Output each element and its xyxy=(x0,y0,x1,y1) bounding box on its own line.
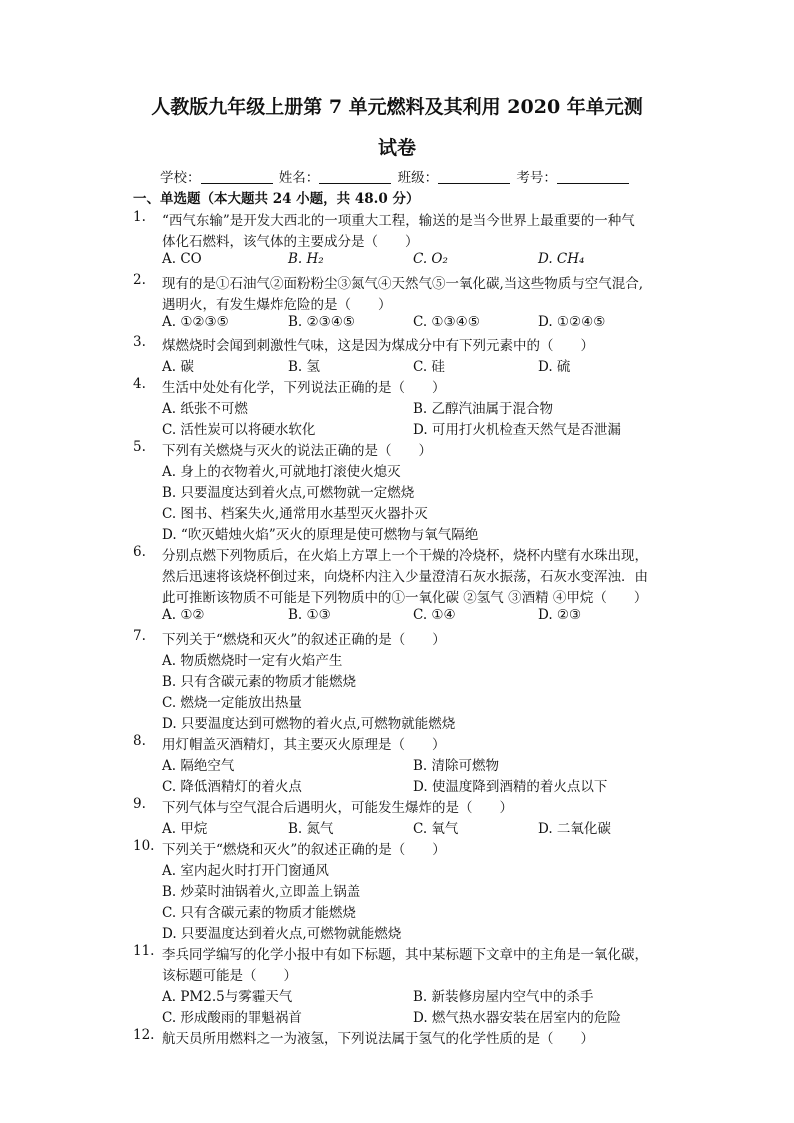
question-number: 10. xyxy=(133,838,155,854)
section-heading: 一、单选题（本大题共 24 小题，共 48.0 分） xyxy=(133,191,420,207)
question-number: 3. xyxy=(133,334,146,350)
option-a: A. 身上的衣物着火,可就地打滚使火熄灭 xyxy=(162,464,401,480)
option-a: A. PM2.5与雾霾天气 xyxy=(162,989,293,1005)
school-blank xyxy=(201,170,273,184)
option-a: A. 室内起火时打开门窗通风 xyxy=(162,863,329,879)
question-text: 该标题可能是（ ） xyxy=(162,968,297,984)
exam-number-label: 考号： xyxy=(516,170,557,186)
name-label: 姓名： xyxy=(278,170,320,186)
option-b: B. 乙醇汽油属于混合物 xyxy=(413,401,554,417)
question-text: 遇明火，有发生爆炸危险的是（ ） xyxy=(162,297,392,313)
question-number: 4. xyxy=(133,376,146,392)
option-b: B. 炒菜时油锅着火,立即盖上锅盖 xyxy=(162,884,361,900)
exam-title-line1: 人教版九年级上册第 7 单元燃料及其利用 2020 年单元测 xyxy=(151,96,643,118)
school-label: 学校： xyxy=(160,170,201,186)
class-label: 班级： xyxy=(397,170,439,186)
question-text: 下列关于“燃烧和灭火”的叙述正确的是（ ） xyxy=(162,842,446,858)
question-text: 此可推断该物质不可能是下列物质中的①一氧化碳 ②氢气 ③酒精 ④甲烷（ ） xyxy=(162,590,648,606)
option-a: A. ①② xyxy=(162,607,205,623)
name-blank xyxy=(319,170,391,184)
option-c: C. 图书、档案失火,通常用水基型灭火器扑灭 xyxy=(162,506,428,522)
question-text: 下列关于“燃烧和灭火”的叙述正确的是（ ） xyxy=(162,632,446,648)
question-text: 李兵同学编写的化学小报中有如下标题，其中某标题下文章中的主角是一氧化碳， xyxy=(162,947,648,963)
question-text: 体化石燃料，该气体的主要成分是（ ） xyxy=(162,234,419,250)
option-b: B. H₂ xyxy=(288,251,324,267)
question-number: 12. xyxy=(133,1027,155,1043)
option-b: B. ②③④⑤ xyxy=(288,314,355,330)
option-d: D. 硫 xyxy=(538,359,571,375)
option-a: A. CO xyxy=(162,251,202,267)
question-number: 11. xyxy=(133,943,155,959)
option-a: A. 碳 xyxy=(162,359,194,375)
option-c: C. ①④ xyxy=(413,607,456,623)
question-text: 煤燃烧时会闻到刺激性气味，这是因为煤成分中有下列元素中的（ ） xyxy=(162,338,594,354)
option-b: B. 清除可燃物 xyxy=(413,758,500,774)
exam-title-line2: 试卷 xyxy=(377,137,416,159)
exam-number-blank xyxy=(557,170,629,184)
question-number: 1. xyxy=(133,209,146,225)
option-b: B. ①③ xyxy=(288,607,331,623)
student-info-row xyxy=(160,166,631,186)
question-number: 8. xyxy=(133,733,146,749)
question-number: 6. xyxy=(133,544,146,560)
option-a: A. 纸张不可燃 xyxy=(162,401,248,417)
option-a: A. 物质燃烧时一定有火焰产生 xyxy=(162,653,343,669)
class-blank xyxy=(438,170,510,184)
option-c: C. 硅 xyxy=(413,359,445,375)
option-d: D. 使温度降到酒精的着火点以下 xyxy=(413,779,608,795)
option-b: B. 新装修房屋内空气中的杀手 xyxy=(413,989,594,1005)
option-d: D. ②③ xyxy=(538,607,582,623)
option-a: A. ①②③⑤ xyxy=(162,314,229,330)
option-b: B. 氢 xyxy=(288,359,321,375)
question-number: 7. xyxy=(133,628,146,644)
option-d: D. 只要温度达到着火点,可燃物就能燃烧 xyxy=(162,926,402,942)
question-text: 航天员所用燃料之一为液氢，下列说法属于氢气的化学性质的是（ ） xyxy=(162,1031,594,1047)
option-d: D. “吹灭蜡烛火焰”灭火的原理是使可燃物与氧气隔绝 xyxy=(162,527,479,543)
question-text: 下列有关燃烧与灭火的说法正确的是（ ） xyxy=(162,443,432,459)
option-b: B. 氮气 xyxy=(288,821,334,837)
option-d: D. 只要温度达到可燃物的着火点,可燃物就能燃烧 xyxy=(162,716,456,732)
option-c: C. 只有含碳元素的物质才能燃烧 xyxy=(162,905,356,921)
option-c: C. 降低酒精灯的着火点 xyxy=(162,779,302,795)
option-b: B. 只有含碳元素的物质才能燃烧 xyxy=(162,674,357,690)
option-d: D. 可用打火机检查天然气是否泄漏 xyxy=(413,422,621,438)
option-d: D. CH₄ xyxy=(538,251,585,267)
question-text: 现有的是①石油气②面粉粉尘③氮气④天然气⑤一氧化碳,当这些物质与空气混合, xyxy=(162,276,644,292)
question-number: 5. xyxy=(133,439,146,455)
option-c: C. 燃烧一定能放出热量 xyxy=(162,695,302,711)
question-text: 然后迅速将该烧杯倒过来，向烧杯内注入少量澄清石灰水振荡，石灰水变浑浊．由 xyxy=(162,569,648,585)
question-number: 9. xyxy=(133,796,146,812)
option-c: C. 形成酸雨的罪魁祸首 xyxy=(162,1010,302,1026)
question-text: 分别点燃下列物质后，在火焰上方罩上一个干燥的冷烧杯，烧杯内壁有水珠出现， xyxy=(162,548,648,564)
option-a: A. 隔绝空气 xyxy=(162,758,235,774)
option-d: D. 燃气热水器安装在居室内的危险 xyxy=(413,1010,621,1026)
question-number: 2. xyxy=(133,272,146,288)
option-d: D. ①②④⑤ xyxy=(538,314,606,330)
question-text: 下列气体与空气混合后遇明火，可能发生爆炸的是（ ） xyxy=(162,800,513,816)
question-text: 用灯帽盖灭酒精灯，其主要灭火原理是（ ） xyxy=(162,737,446,753)
option-c: C. O₂ xyxy=(413,251,448,267)
question-text: 生活中处处有化学，下列说法正确的是（ ） xyxy=(162,380,446,396)
option-b: B. 只要温度达到着火点,可燃物就一定燃烧 xyxy=(162,485,415,501)
question-text: “西气东输”是开发大西北的一项重大工程，输送的是当今世界上最重要的一种气 xyxy=(162,213,635,229)
option-c: C. 活性炭可以将硬水软化 xyxy=(162,422,316,438)
option-c: C. 氧气 xyxy=(413,821,459,837)
option-a: A. 甲烷 xyxy=(162,821,208,837)
option-c: C. ①③④⑤ xyxy=(413,314,480,330)
option-d: D. 二氧化碳 xyxy=(538,821,611,837)
